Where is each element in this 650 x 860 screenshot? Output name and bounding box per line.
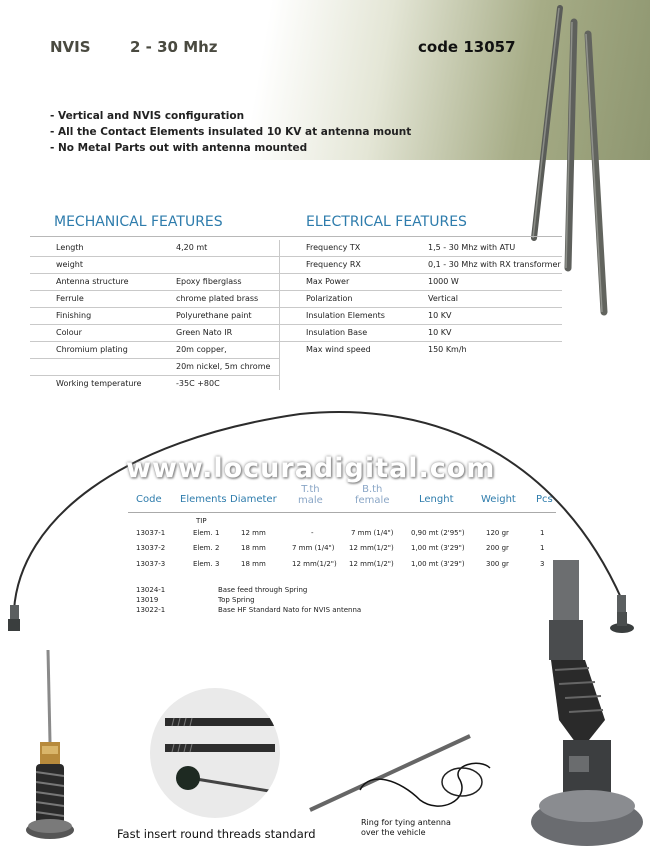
table-cell: 13037-1 [136,529,166,537]
spec-value: -35C +80C [176,379,220,388]
col-female-thread [355,484,389,506]
frequency-band: 2 - 30 Mhz [130,38,218,56]
table-cell: - [311,529,314,537]
table-cell: 13037-3 [136,560,166,568]
spec-value: 10 KV [428,311,452,320]
spec-row [280,342,562,358]
col-diameter: Diameter [230,494,277,505]
accessory-code: 13019 [136,596,159,604]
spec-key: Frequency RX [306,260,361,269]
spring-base-image [14,650,84,850]
mechanical-table [30,240,280,392]
table-cell: 1 [540,529,545,537]
spec-row [30,274,280,291]
col-length: Lenght [419,494,454,505]
bullet-item: - No Metal Parts out with antenna mounted [50,142,308,154]
table-cell: 3 [540,560,545,568]
ring-tie-image [300,730,500,820]
threads-detail-image [150,688,280,818]
table-cell: 1 [540,544,545,552]
feature-bullets [50,108,411,156]
table-cell: 200 gr [486,544,509,552]
tip-label: TIP [196,517,207,525]
col-male-line1: T.th [301,484,320,495]
spec-value: Epoxy fiberglass [176,277,242,286]
table-cell: 120 gr [486,529,509,537]
spec-key: Antenna structure [56,277,129,286]
spec-row [30,376,280,392]
accessory-desc: Base feed through Spring [218,586,308,594]
spec-key: Colour [56,328,82,337]
bullet-item: - All the Contact Elements insulated 10 KV at antenna mount [50,126,412,138]
accessory-code: 13022-1 [136,606,166,614]
col-male-thread [298,484,323,506]
spec-key: Max Power [306,277,350,286]
spec-value: Polyurethane paint [176,311,252,320]
bullet-item: - Vertical and NVIS configuration [50,110,245,122]
spec-row [280,291,562,308]
spec-row [280,257,562,274]
mechanical-title: MECHANICAL FEATURES [54,214,223,230]
spec-key: Working temperature [56,379,142,388]
table-cell: 0,90 mt (2'95") [411,529,465,537]
table-cell: 300 gr [486,560,509,568]
col-weight: Weight [481,494,516,505]
col-elements: Elements [180,494,227,505]
col-female-line2: female [355,495,390,506]
accessory-desc: Base HF Standard Nato for NVIS antenna [218,606,362,614]
table-cell: 12 mm(1/2") [349,560,394,568]
spec-key: Length [56,243,84,252]
spec-value: 0,1 - 30 Mhz with RX transformer [428,260,561,269]
accessory-code: 13024-1 [136,586,166,594]
spec-row [280,274,562,291]
spec-key: weight [56,260,83,269]
ring-caption-line1: Ring for tying antenna [361,818,451,827]
ring-caption [361,818,451,838]
spec-value: 1000 W [428,277,459,286]
table-cell: 18 mm [241,560,266,568]
table-cell: 12 mm(1/2") [292,560,337,568]
spec-row [30,359,280,376]
table-cell: Elem. 2 [193,544,220,552]
spec-value: Vertical [428,294,458,303]
spec-value: 20m nickel, 5m chrome [176,362,271,371]
spec-row [30,325,280,342]
table-cell: 7 mm (1/4") [351,529,394,537]
table-cell: Elem. 1 [193,529,220,537]
spec-value: chrome plated brass [176,294,259,303]
electrical-title: ELECTRICAL FEATURES [306,214,467,230]
table-cell: 7 mm (1/4") [292,544,335,552]
spec-row [280,325,562,342]
electrical-table [280,240,562,358]
spec-value: 150 Km/h [428,345,467,354]
accessory-desc: Top Spring [218,596,255,604]
spec-key: Finishing [56,311,92,320]
model-name: NVIS [50,38,91,56]
spec-row [30,308,280,325]
spec-value: 20m copper, [176,345,227,354]
table-cell: 13037-2 [136,544,166,552]
table-cell: Elem. 3 [193,560,220,568]
col-female-line1: B.th [362,484,383,495]
spec-value: 4,20 mt [176,243,208,252]
spec-value: Green Nato IR [176,328,233,337]
spec-key: Insulation Base [306,328,368,337]
spec-row [30,342,280,359]
spec-key: Ferrule [56,294,84,303]
spec-row [30,257,280,274]
table-cell: 1,00 mt (3'29") [411,544,465,552]
table-header-rule [128,512,556,513]
table-cell: 18 mm [241,544,266,552]
table-cell: 1,00 mt (3'29") [411,560,465,568]
spec-row [30,240,280,257]
nato-base-image [525,560,650,860]
spec-key: Frequency TX [306,243,361,252]
spec-row [30,291,280,308]
spec-key: Chromium plating [56,345,128,354]
table-cell: 12 mm(1/2") [349,544,394,552]
spec-key: Polarization [306,294,353,303]
spec-value: 1,5 - 30 Mhz with ATU [428,243,516,252]
spec-row [280,240,562,257]
col-male-line2: male [298,495,323,506]
col-code: Code [136,494,162,505]
ring-caption-line2: over the vehicle [361,828,426,837]
spec-value: 10 KV [428,328,452,337]
threads-caption: Fast insert round threads standard [117,827,316,841]
product-code: code 13057 [418,38,516,56]
watermark: www.locuradigital.com [126,453,496,484]
spec-key: Max wind speed [306,345,371,354]
table-cell: 12 mm [241,529,266,537]
spec-key: Insulation Elements [306,311,385,320]
spec-row [280,308,562,325]
col-pcs: Pcs [536,494,553,505]
